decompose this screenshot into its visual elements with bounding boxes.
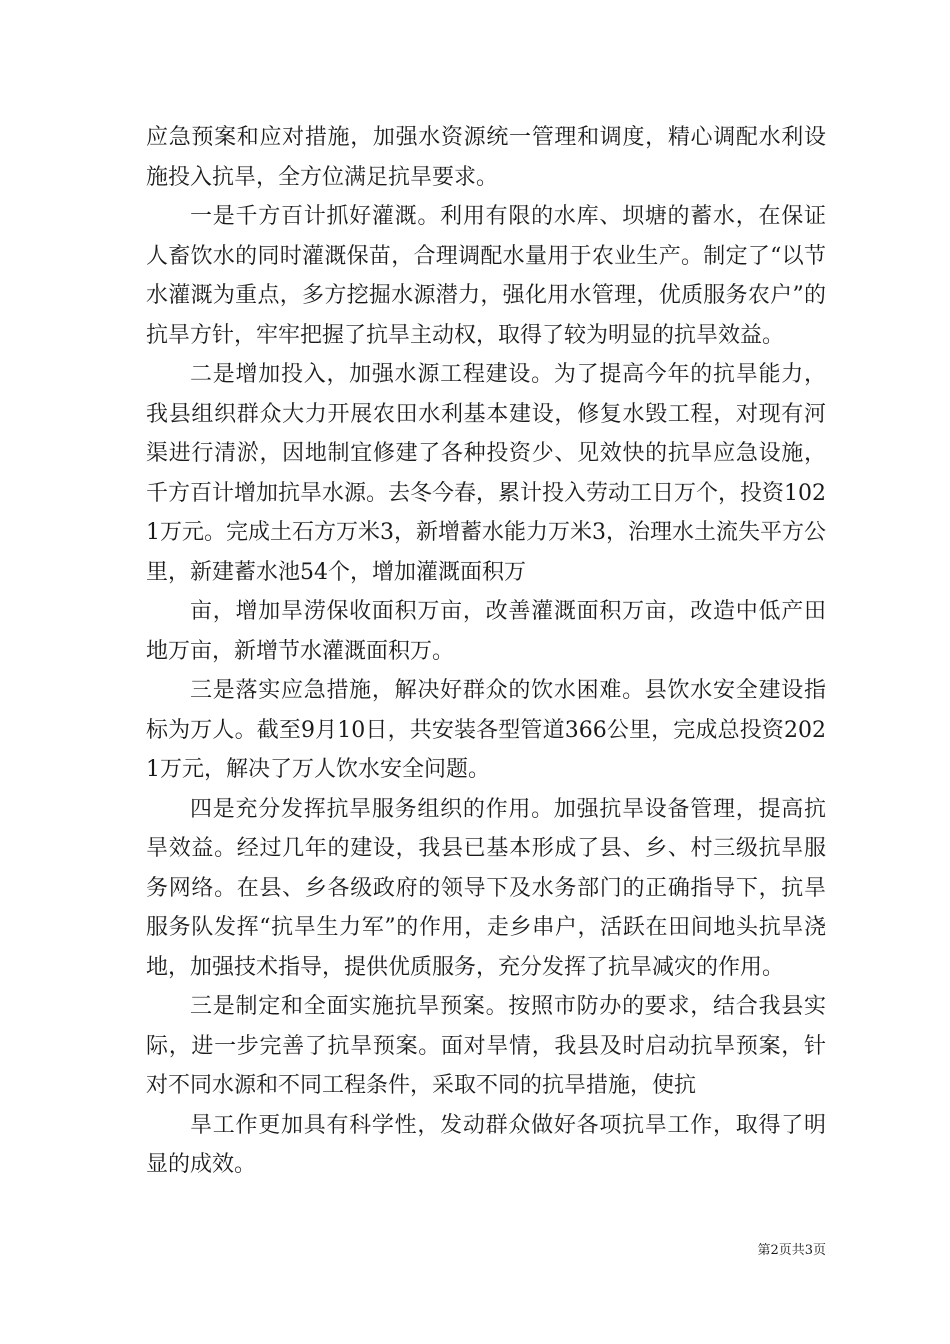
paragraph-drought-plan-continued: 旱工作更加具有科学性，发动群众做好各项抗旱工作，取得了明显的成效。 bbox=[146, 1112, 826, 1177]
paragraph-investment: 二是增加投入，加强水源工程建设。为了提高今年的抗旱能力，我县组织群众大力开展农田水利基本建设，修复水毁工程，对现有河渠进行清淤，因地制宜修建了各种投资少、见效快的抗旱应急设施，千方百计增加抗旱水源。去冬今春，累计投入劳动工日万个，投资1021万元。完成土石方万米3，新增蓄水能力万米3，治理水土流失平方公里，新建蓄水池54个，增加灌溉面积万 bbox=[146, 362, 826, 585]
paragraph-irrigation: 一是千方百计抓好灌溉。利用有限的水库、坝塘的蓄水，在保证人畜饮水的同时灌溉保苗，合理调配水量用于农业生产。制定了“以节水灌溉为重点，多方挖掘水源潜力，强化用水管理，优质服务农户”的抗旱方针，牢牢把握了抗旱主动权，取得了较为明显的抗旱效益。 bbox=[146, 204, 826, 348]
document-body bbox=[146, 118, 826, 1185]
page-number: 第2页共3页 bbox=[757, 1243, 826, 1258]
paragraph-investment-continued: 亩，增加旱涝保收面积万亩，改善灌溉面积万亩，改造中低产田地万亩，新增节水灌溉面积万。 bbox=[146, 599, 826, 664]
paragraph-continuation: 应急预案和应对措施，加强水资源统一管理和调度，精心调配水利设施投入抗旱，全方位满足抗旱要求。 bbox=[146, 125, 826, 190]
paragraph-emergency-measures: 三是落实应急措施，解决好群众的饮水困难。县饮水安全建设指标为万人。截至9月10日，共安装各型管道366公里，完成总投资2021万元，解决了万人饮水安全问题。 bbox=[146, 678, 826, 782]
paragraph-service-organizations: 四是充分发挥抗旱服务组织的作用。加强抗旱设备管理，提高抗旱效益。经过几年的建设，我县已基本形成了县、乡、村三级抗旱服务网络。在县、乡各级政府的领导下及水务部门的正确指导下，抗旱服务队发挥“抗旱生力军”的作用，走乡串户，活跃在田间地头抗旱浇地，加强技术指导，提供优质服务，充分发挥了抗旱减灾的作用。 bbox=[146, 796, 826, 980]
paragraph-drought-plan: 三是制定和全面实施抗旱预案。按照市防办的要求，结合我县实际，进一步完善了抗旱预案。面对旱情，我县及时启动抗旱预案，针对不同水源和不同工程条件，采取不同的抗旱措施，使抗 bbox=[146, 994, 826, 1098]
